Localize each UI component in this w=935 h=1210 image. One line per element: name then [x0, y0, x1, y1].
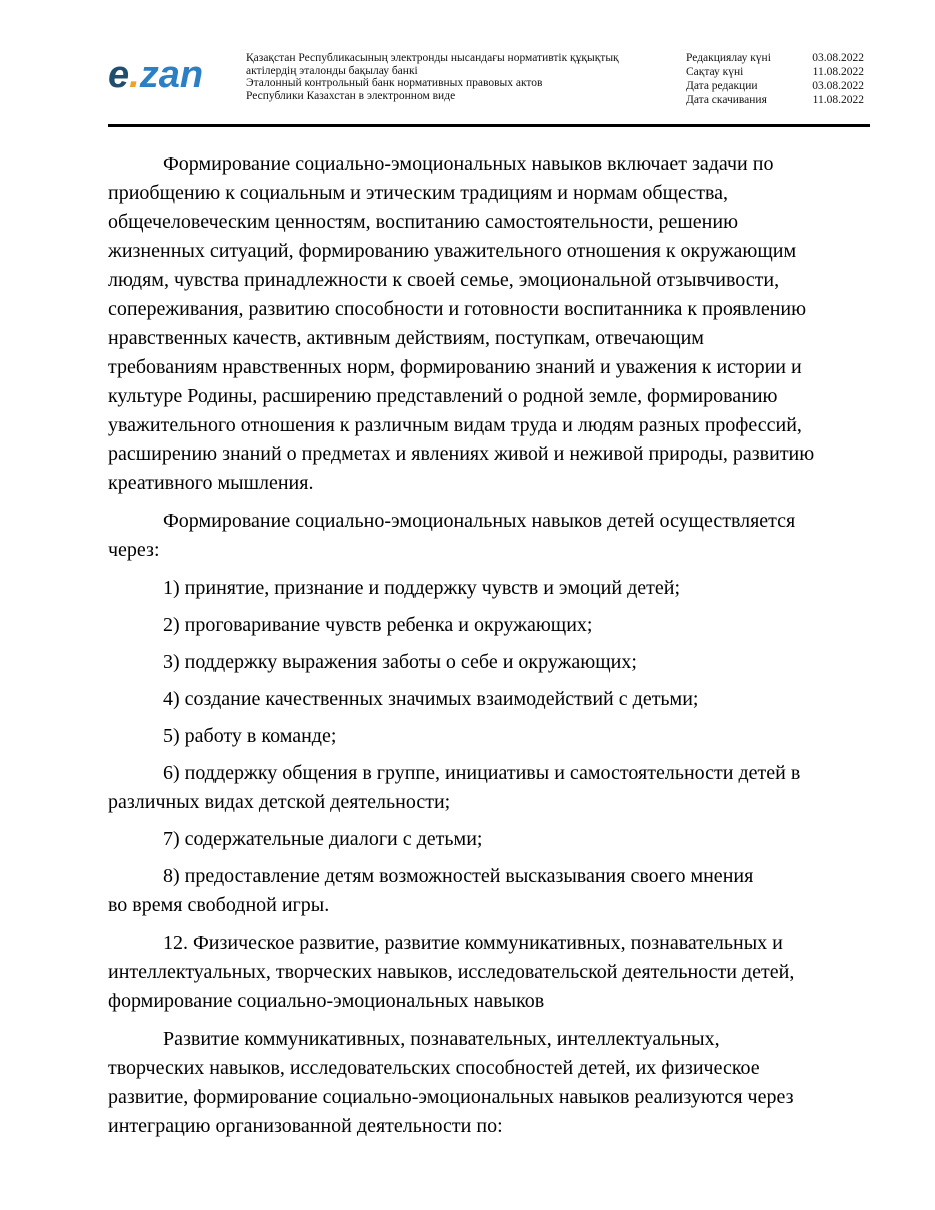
list-item: 6) поддержку общения в группе, инициативы и самостоятельности детей в различных видах детской деятельности; [108, 762, 801, 813]
ezan-logo[interactable]: e.zan [108, 54, 204, 96]
document-body [108, 150, 868, 1141]
list-item: 8) предоставление детям возможностей высказывания своего мнения во время свободной игры. [108, 865, 754, 916]
paragraph-through: Формирование социально-эмоциональных навыков детей осуществляется через: [108, 510, 796, 561]
list-item: 3) поддержку выражения заботы о себе и окружающих; [163, 651, 637, 673]
meta-row: Редакциялау күні 03.08.2022 [686, 52, 864, 64]
meta-row: Сақтау күні 11.08.2022 [686, 66, 864, 78]
paragraph-development: Развитие коммуникативных, познавательных, интеллектуальных, творческих навыков, исследовательских способностей детей, их физическое развитие, формирование социально-эмоциональных навыков реализуются через интеграцию организованной деятельности по: [108, 1028, 794, 1137]
section-12-heading: 12. Физическое развитие, развитие коммуникативных, познавательных и интеллектуальных, творческих навыков, исследовательской деятельности детей, формирование социально-эмоциональных навыков [108, 932, 795, 1012]
list-item: 5) работу в команде; [163, 725, 337, 747]
document-dates [686, 51, 864, 107]
meta-row: Дата скачивания 11.08.2022 [686, 94, 864, 106]
list-item: 2) проговаривание чувств ребенка и окружающих; [163, 614, 593, 636]
document-header [0, 0, 935, 130]
paragraph-social-emotional: Формирование социально-эмоциональных навыков включает задачи по приобщению к социальным и этическим традициям и нормам общества, общечеловеческим ценностям, воспитанию самостоятельности, решению жизненных ситуаций, формированию уважительного отношения к окружающим людям, чувства принадлежности к своей семье, эмоциональной отзывчивости, сопереживания, развитию способности и готовности воспитанника к проявлению нравственных качеств, активным действиям, поступкам, отвечающим требованиям нравственных норм, формированию знаний и уважения к истории и культуре Родины, расширению представлений о родной земле, формированию уважительного отношения к различным видам труда и людям разных профессий, расширению знаний о предметах и явлениях живой и неживой природы, развитию креативного мышления. [108, 153, 815, 494]
list-item: 1) принятие, признание и поддержку чувств и эмоций детей; [163, 577, 681, 599]
header-divider [108, 124, 870, 127]
meta-row: Дата редакции 03.08.2022 [686, 80, 864, 92]
list-item: 4) создание качественных значимых взаимодействий с детьми; [163, 688, 699, 710]
list-item: 7) содержательные диалоги с детьми; [163, 828, 483, 850]
bank-description: Қазақстан Республикасының электронды нысандағы нормативтік құқықтық актілердің эталонды бақылау банкі Эталонный контрольный банк нормативных правовых актов Республики Казахстан в электронном виде [246, 52, 619, 102]
